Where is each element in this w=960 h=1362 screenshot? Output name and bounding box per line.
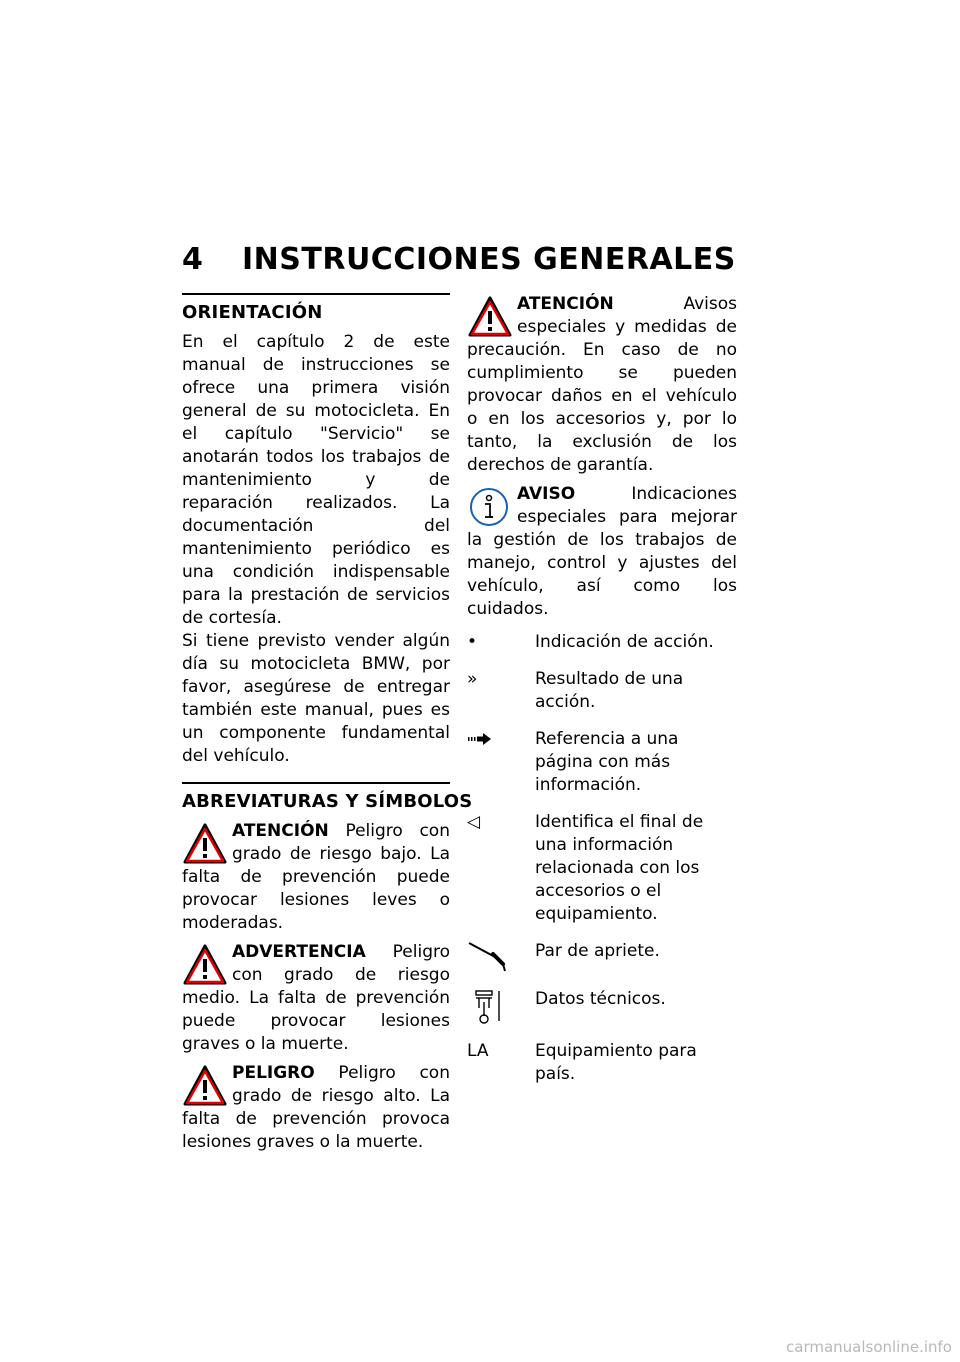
country-version-label: LA xyxy=(467,1041,489,1061)
symbol-description: Referencia a una página con más información. xyxy=(535,729,679,795)
list-item xyxy=(467,940,737,974)
result-arrow-icon: » xyxy=(467,669,478,689)
notice-keyword: AVISO xyxy=(517,484,576,504)
warning-triangle-icon xyxy=(182,943,228,987)
list-item xyxy=(467,988,737,1026)
section-divider xyxy=(182,293,450,295)
notice-text: Peligro con grado de riesgo bajo. La falta de prevención puede provocar lesiones leves o moderadas. xyxy=(182,821,450,933)
chapter-number: 4 xyxy=(182,242,204,277)
list-item xyxy=(467,728,737,797)
bullet-icon: • xyxy=(467,632,478,652)
left-column xyxy=(182,293,473,1160)
warning-triangle-icon xyxy=(182,822,228,866)
orientacion-paragraph-2: Si tiene previsto vender algún día su motocicleta BMW, por favor, asegúrese de entregar también este manual, pues es un componente fundamental del vehículo. xyxy=(182,631,450,766)
orientacion-paragraph-1: En el capítulo 2 de este manual de instrucciones se ofrece una primera visión general de su motocicleta. En el capítulo "Servicio" se anotarán todos los trabajos de mantenimiento y de reparación realizados. La documentación del mantenimiento periódico es una condición indispensable para la prestación de servicios de cortesía. xyxy=(182,332,450,628)
symbol-description: Resultado de una acción. xyxy=(535,669,684,712)
technical-data-icon xyxy=(467,988,507,1026)
symbol-description: Datos técnicos. xyxy=(535,989,666,1009)
list-item xyxy=(467,668,737,714)
symbol-description: Par de apriete. xyxy=(535,941,660,961)
torque-wrench-icon xyxy=(467,940,511,974)
symbol-description: Indicación de acción. xyxy=(535,632,714,652)
list-item xyxy=(467,811,737,926)
notice-keyword: ATENCIÓN xyxy=(517,294,614,314)
notice-peligro xyxy=(182,1062,450,1154)
notice-keyword: PELIGRO xyxy=(232,1063,315,1083)
notice-atencion-low xyxy=(182,820,450,935)
notice-text: Indicaciones especiales para mejorar la gestión de los trabajos de manejo, control y ajustes del vehículo, así como los cuidados. xyxy=(467,484,737,619)
info-circle-icon xyxy=(467,485,513,529)
warning-triangle-icon xyxy=(182,1064,228,1108)
warning-triangle-icon xyxy=(467,295,513,339)
watermark: carmanualsonline.info xyxy=(786,1338,952,1356)
notice-text: Peligro con grado de riesgo alto. La falta de prevención provoca lesiones graves o la muerte. xyxy=(182,1063,450,1152)
page-reference-arrow-icon xyxy=(467,732,493,746)
section-title-abreviaturas: ABREVIATURAS Y SÍMBOLOS xyxy=(182,791,473,812)
notice-aviso xyxy=(467,483,737,621)
notice-keyword: ATENCIÓN xyxy=(232,821,329,841)
section-divider xyxy=(182,782,450,784)
section-title-orientacion: ORIENTACIÓN xyxy=(182,302,323,323)
end-marker-icon: ◁ xyxy=(467,812,481,832)
symbol-description: Identifica el final de una información relacionada con los accesorios o el equipamiento. xyxy=(535,812,704,924)
right-column xyxy=(467,293,737,1100)
notice-atencion-avisos xyxy=(467,293,737,477)
list-item xyxy=(467,1040,737,1086)
chapter-title xyxy=(182,240,742,280)
list-item xyxy=(467,631,737,654)
notice-keyword: ADVERTENCIA xyxy=(232,942,366,962)
symbol-list xyxy=(467,631,737,1086)
chapter-name: INSTRUCCIONES GENERALES xyxy=(242,242,736,277)
notice-advertencia xyxy=(182,941,450,1056)
notice-text: Avisos especiales y medidas de precaución. En caso de no cumplimiento se pueden provocar daños en el vehículo o en los accesorios y, por lo tanto, la exclusión de los derechos de garantía. xyxy=(467,294,737,475)
symbol-description: Equipamiento para país. xyxy=(535,1041,697,1084)
notice-text: Peligro con grado de riesgo medio. La falta de prevención puede provocar lesiones graves o la muerte. xyxy=(182,942,450,1054)
